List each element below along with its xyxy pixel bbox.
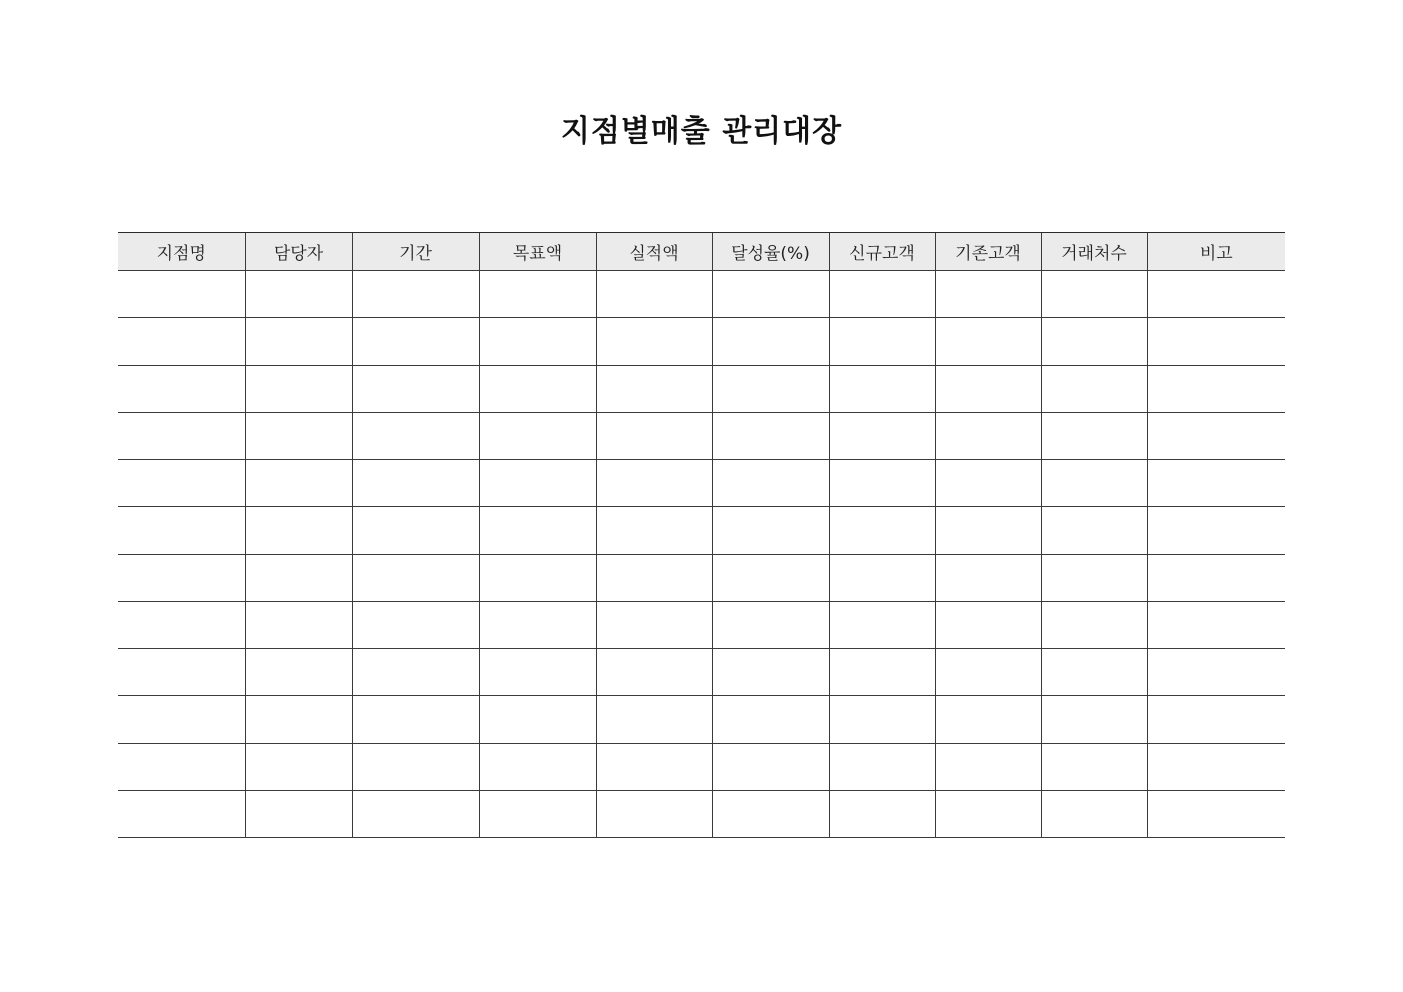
cell-remarks <box>1147 601 1285 648</box>
cell-new-customers <box>829 460 935 507</box>
cell-achievement-rate <box>712 649 829 696</box>
cell-client-count <box>1041 507 1147 554</box>
cell-manager <box>245 649 352 696</box>
cell-achievement-rate <box>712 554 829 601</box>
column-header-new-customers: 신규고객 <box>829 233 935 271</box>
cell-remarks <box>1147 365 1285 412</box>
cell-client-count <box>1041 649 1147 696</box>
cell-manager <box>245 460 352 507</box>
cell-achievement-rate <box>712 365 829 412</box>
cell-period <box>352 365 479 412</box>
cell-branch-name <box>118 554 245 601</box>
cell-target-amount <box>479 460 596 507</box>
cell-new-customers <box>829 271 935 318</box>
cell-target-amount <box>479 649 596 696</box>
cell-period <box>352 271 479 318</box>
cell-achievement-rate <box>712 412 829 459</box>
table-row <box>118 790 1285 837</box>
cell-manager <box>245 790 352 837</box>
cell-new-customers <box>829 649 935 696</box>
cell-achievement-rate <box>712 271 829 318</box>
cell-new-customers <box>829 412 935 459</box>
cell-target-amount <box>479 790 596 837</box>
cell-target-amount <box>479 412 596 459</box>
cell-manager <box>245 507 352 554</box>
cell-target-amount <box>479 507 596 554</box>
cell-achievement-rate <box>712 601 829 648</box>
cell-new-customers <box>829 318 935 365</box>
cell-period <box>352 460 479 507</box>
cell-remarks <box>1147 696 1285 743</box>
cell-actual-amount <box>596 365 712 412</box>
table-body <box>118 271 1285 838</box>
table-row <box>118 743 1285 790</box>
cell-period <box>352 318 479 365</box>
cell-existing-customers <box>935 601 1041 648</box>
cell-target-amount <box>479 601 596 648</box>
cell-branch-name <box>118 412 245 459</box>
cell-client-count <box>1041 790 1147 837</box>
cell-new-customers <box>829 743 935 790</box>
header-row <box>118 233 1285 271</box>
cell-actual-amount <box>596 790 712 837</box>
cell-client-count <box>1041 365 1147 412</box>
cell-branch-name <box>118 601 245 648</box>
cell-period <box>352 412 479 459</box>
cell-remarks <box>1147 271 1285 318</box>
cell-actual-amount <box>596 412 712 459</box>
cell-remarks <box>1147 743 1285 790</box>
cell-achievement-rate <box>712 743 829 790</box>
cell-manager <box>245 696 352 743</box>
column-header-remarks: 비고 <box>1147 233 1285 271</box>
cell-client-count <box>1041 412 1147 459</box>
cell-target-amount <box>479 743 596 790</box>
cell-client-count <box>1041 554 1147 601</box>
table-row <box>118 696 1285 743</box>
cell-actual-amount <box>596 318 712 365</box>
cell-target-amount <box>479 696 596 743</box>
cell-remarks <box>1147 318 1285 365</box>
cell-actual-amount <box>596 271 712 318</box>
table-row <box>118 601 1285 648</box>
cell-client-count <box>1041 696 1147 743</box>
cell-existing-customers <box>935 412 1041 459</box>
cell-period <box>352 554 479 601</box>
cell-achievement-rate <box>712 790 829 837</box>
cell-target-amount <box>479 271 596 318</box>
cell-branch-name <box>118 790 245 837</box>
cell-manager <box>245 271 352 318</box>
cell-actual-amount <box>596 554 712 601</box>
sales-ledger-table <box>118 232 1285 838</box>
cell-client-count <box>1041 743 1147 790</box>
cell-achievement-rate <box>712 460 829 507</box>
cell-manager <box>245 554 352 601</box>
cell-client-count <box>1041 318 1147 365</box>
cell-remarks <box>1147 412 1285 459</box>
column-header-period: 기간 <box>352 233 479 271</box>
cell-remarks <box>1147 790 1285 837</box>
cell-existing-customers <box>935 743 1041 790</box>
column-header-target-amount: 목표액 <box>479 233 596 271</box>
cell-branch-name <box>118 318 245 365</box>
cell-actual-amount <box>596 649 712 696</box>
cell-remarks <box>1147 460 1285 507</box>
table-row <box>118 649 1285 696</box>
cell-manager <box>245 601 352 648</box>
cell-branch-name <box>118 649 245 696</box>
table-row <box>118 318 1285 365</box>
cell-new-customers <box>829 365 935 412</box>
cell-existing-customers <box>935 507 1041 554</box>
document-title: 지점별매출 관리대장 <box>560 114 843 149</box>
cell-new-customers <box>829 554 935 601</box>
table-row <box>118 554 1285 601</box>
cell-branch-name <box>118 271 245 318</box>
cell-target-amount <box>479 318 596 365</box>
cell-remarks <box>1147 649 1285 696</box>
cell-existing-customers <box>935 460 1041 507</box>
cell-branch-name <box>118 507 245 554</box>
cell-client-count <box>1041 271 1147 318</box>
cell-period <box>352 507 479 554</box>
cell-new-customers <box>829 601 935 648</box>
cell-manager <box>245 365 352 412</box>
cell-existing-customers <box>935 696 1041 743</box>
cell-existing-customers <box>935 318 1041 365</box>
table-row <box>118 460 1285 507</box>
cell-existing-customers <box>935 554 1041 601</box>
table-row <box>118 365 1285 412</box>
cell-manager <box>245 412 352 459</box>
cell-existing-customers <box>935 271 1041 318</box>
cell-period <box>352 601 479 648</box>
cell-branch-name <box>118 365 245 412</box>
table-row <box>118 271 1285 318</box>
cell-period <box>352 743 479 790</box>
column-header-branch-name: 지점명 <box>118 233 245 271</box>
cell-manager <box>245 743 352 790</box>
cell-target-amount <box>479 554 596 601</box>
cell-new-customers <box>829 696 935 743</box>
cell-achievement-rate <box>712 318 829 365</box>
cell-branch-name <box>118 696 245 743</box>
cell-remarks <box>1147 554 1285 601</box>
cell-branch-name <box>118 460 245 507</box>
cell-existing-customers <box>935 790 1041 837</box>
cell-actual-amount <box>596 696 712 743</box>
cell-actual-amount <box>596 460 712 507</box>
column-header-actual-amount: 실적액 <box>596 233 712 271</box>
cell-existing-customers <box>935 649 1041 696</box>
column-header-achievement-rate: 달성율(%) <box>712 233 829 271</box>
cell-actual-amount <box>596 743 712 790</box>
cell-target-amount <box>479 365 596 412</box>
cell-new-customers <box>829 790 935 837</box>
cell-achievement-rate <box>712 507 829 554</box>
column-header-client-count: 거래처수 <box>1041 233 1147 271</box>
cell-period <box>352 649 479 696</box>
column-header-manager: 담당자 <box>245 233 352 271</box>
column-header-existing-customers: 기존고객 <box>935 233 1041 271</box>
table-row <box>118 412 1285 459</box>
cell-actual-amount <box>596 601 712 648</box>
cell-manager <box>245 318 352 365</box>
cell-period <box>352 696 479 743</box>
cell-remarks <box>1147 507 1285 554</box>
cell-existing-customers <box>935 365 1041 412</box>
cell-branch-name <box>118 743 245 790</box>
table-row <box>118 507 1285 554</box>
cell-client-count <box>1041 460 1147 507</box>
cell-client-count <box>1041 601 1147 648</box>
cell-period <box>352 790 479 837</box>
cell-actual-amount <box>596 507 712 554</box>
cell-achievement-rate <box>712 696 829 743</box>
cell-new-customers <box>829 507 935 554</box>
